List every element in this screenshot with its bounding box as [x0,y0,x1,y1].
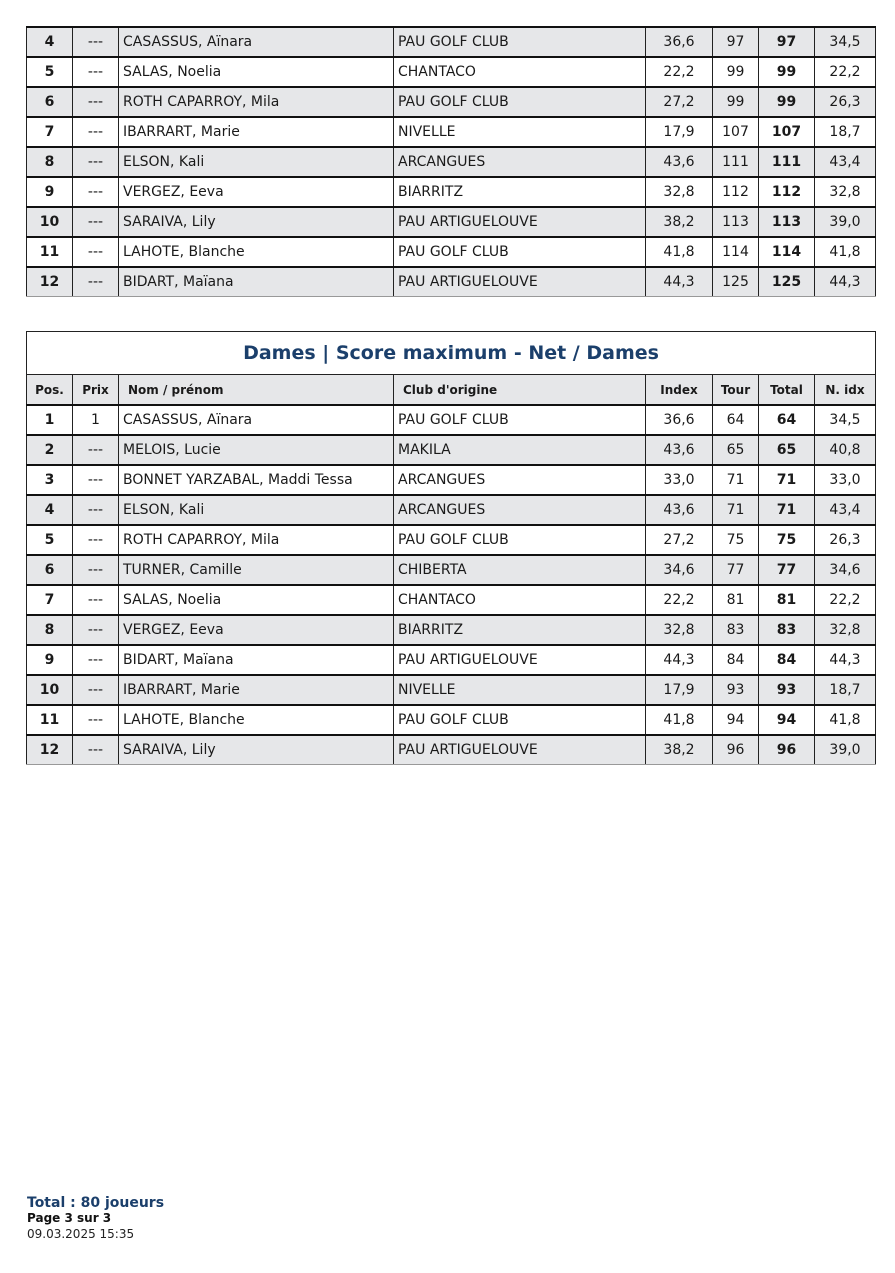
cell-nidx: 32,8 [815,615,876,645]
cell-prix: --- [73,237,119,267]
cell-total: 71 [759,465,815,495]
cell-nidx: 34,5 [815,27,876,57]
cell-pos: 12 [27,267,73,297]
cell-nom: ELSON, Kali [119,147,394,177]
cell-prix: --- [73,267,119,297]
cell-nom: IBARRART, Marie [119,117,394,147]
cell-nom: SALAS, Noelia [119,585,394,615]
cell-club: PAU GOLF CLUB [394,705,646,735]
cell-tour: 112 [713,177,759,207]
table-title: Dames | Score maximum - Net / Dames [27,332,876,375]
cell-tour: 125 [713,267,759,297]
cell-pos: 8 [27,147,73,177]
cell-index: 32,8 [646,177,713,207]
cell-prix: --- [73,735,119,765]
header-nom: Nom / prénom [119,375,394,406]
cell-pos: 5 [27,525,73,555]
cell-prix: --- [73,705,119,735]
table-row [27,525,876,555]
table-row [27,735,876,765]
cell-prix: --- [73,465,119,495]
cell-index: 34,6 [646,555,713,585]
cell-nom: SARAIVA, Lily [119,207,394,237]
cell-nidx: 43,4 [815,147,876,177]
cell-tour: 97 [713,27,759,57]
cell-prix: --- [73,87,119,117]
table-row [27,405,876,435]
cell-index: 43,6 [646,435,713,465]
cell-club: ARCANGUES [394,495,646,525]
table-row [27,435,876,465]
cell-index: 41,8 [646,705,713,735]
cell-pos: 5 [27,57,73,87]
cell-nidx: 22,2 [815,585,876,615]
cell-nidx: 22,2 [815,57,876,87]
cell-nidx: 41,8 [815,237,876,267]
cell-nom: CASASSUS, Aïnara [119,405,394,435]
cell-pos: 6 [27,87,73,117]
cell-nom: SARAIVA, Lily [119,735,394,765]
footer-total: Total : 80 joueurs [27,1195,165,1211]
cell-index: 32,8 [646,615,713,645]
cell-nom: BIDART, Maïana [119,267,394,297]
cell-index: 38,2 [646,207,713,237]
cell-pos: 6 [27,555,73,585]
table-row [27,465,876,495]
cell-club: ARCANGUES [394,465,646,495]
table-row [27,207,876,237]
cell-club: PAU GOLF CLUB [394,525,646,555]
cell-total: 93 [759,675,815,705]
cell-pos: 4 [27,495,73,525]
table-row [27,57,876,87]
cell-nom: ROTH CAPARROY, Mila [119,525,394,555]
cell-tour: 81 [713,585,759,615]
cell-club: PAU ARTIGUELOUVE [394,267,646,297]
cell-total: 81 [759,585,815,615]
cell-nidx: 39,0 [815,207,876,237]
cell-index: 17,9 [646,117,713,147]
cell-pos: 9 [27,645,73,675]
cell-nom: VERGEZ, Eeva [119,615,394,645]
table-row [27,27,876,57]
table-row [27,87,876,117]
cell-pos: 1 [27,405,73,435]
cell-total: 99 [759,87,815,117]
cell-prix: --- [73,27,119,57]
table-row [27,675,876,705]
cell-tour: 114 [713,237,759,267]
cell-nidx: 39,0 [815,735,876,765]
cell-tour: 75 [713,525,759,555]
cell-tour: 96 [713,735,759,765]
cell-prix: --- [73,555,119,585]
cell-index: 33,0 [646,465,713,495]
header-nidx: N. idx [815,375,876,406]
cell-nom: LAHOTE, Blanche [119,705,394,735]
cell-pos: 12 [27,735,73,765]
cell-total: 113 [759,207,815,237]
cell-index: 44,3 [646,267,713,297]
results-table-net [26,331,876,765]
cell-total: 112 [759,177,815,207]
cell-club: PAU ARTIGUELOUVE [394,207,646,237]
cell-nidx: 32,8 [815,177,876,207]
cell-total: 99 [759,57,815,87]
cell-index: 43,6 [646,495,713,525]
cell-prix: --- [73,435,119,465]
cell-tour: 113 [713,207,759,237]
cell-total: 84 [759,645,815,675]
cell-total: 96 [759,735,815,765]
header-pos: Pos. [27,375,73,406]
cell-prix: --- [73,615,119,645]
cell-pos: 10 [27,675,73,705]
cell-pos: 2 [27,435,73,465]
cell-nom: TURNER, Camille [119,555,394,585]
cell-index: 41,8 [646,237,713,267]
cell-total: 65 [759,435,815,465]
cell-total: 97 [759,27,815,57]
cell-nidx: 41,8 [815,705,876,735]
cell-tour: 65 [713,435,759,465]
cell-nom: IBARRART, Marie [119,675,394,705]
cell-nom: VERGEZ, Eeva [119,177,394,207]
cell-total: 125 [759,267,815,297]
cell-nidx: 18,7 [815,675,876,705]
cell-index: 36,6 [646,405,713,435]
cell-tour: 93 [713,675,759,705]
cell-nidx: 26,3 [815,87,876,117]
cell-total: 111 [759,147,815,177]
cell-nidx: 26,3 [815,525,876,555]
table-row [27,585,876,615]
cell-index: 22,2 [646,585,713,615]
cell-nom: BIDART, Maïana [119,645,394,675]
table-row [27,177,876,207]
header-tour: Tour [713,375,759,406]
cell-nidx: 44,3 [815,267,876,297]
table-row [27,147,876,177]
cell-index: 27,2 [646,525,713,555]
cell-prix: --- [73,207,119,237]
cell-prix: --- [73,57,119,87]
cell-nom: ROTH CAPARROY, Mila [119,87,394,117]
cell-tour: 107 [713,117,759,147]
cell-pos: 10 [27,207,73,237]
cell-tour: 94 [713,705,759,735]
cell-club: BIARRITZ [394,177,646,207]
cell-index: 27,2 [646,87,713,117]
cell-club: CHANTACO [394,585,646,615]
cell-nom: BONNET YARZABAL, Maddi Tessa [119,465,394,495]
cell-club: PAU GOLF CLUB [394,87,646,117]
cell-prix: --- [73,675,119,705]
cell-tour: 77 [713,555,759,585]
table-row [27,615,876,645]
cell-total: 83 [759,615,815,645]
cell-pos: 11 [27,705,73,735]
cell-tour: 71 [713,495,759,525]
cell-prix: --- [73,525,119,555]
cell-pos: 3 [27,465,73,495]
cell-tour: 64 [713,405,759,435]
cell-total: 107 [759,117,815,147]
header-index: Index [646,375,713,406]
cell-nidx: 40,8 [815,435,876,465]
cell-prix: --- [73,585,119,615]
cell-total: 75 [759,525,815,555]
cell-nom: CASASSUS, Aïnara [119,27,394,57]
footer-date: 09.03.2025 15:35 [27,1227,135,1241]
table-row [27,645,876,675]
cell-pos: 8 [27,615,73,645]
cell-tour: 84 [713,645,759,675]
cell-nidx: 34,5 [815,405,876,435]
cell-nom: LAHOTE, Blanche [119,237,394,267]
cell-club: CHANTACO [394,57,646,87]
cell-tour: 111 [713,147,759,177]
cell-pos: 7 [27,117,73,147]
cell-total: 94 [759,705,815,735]
cell-club: PAU GOLF CLUB [394,27,646,57]
header-total: Total [759,375,815,406]
footer-page: Page 3 sur 3 [27,1211,112,1225]
results-table-continued [26,26,876,297]
header-row [27,375,876,406]
cell-prix: --- [73,117,119,147]
cell-club: PAU ARTIGUELOUVE [394,735,646,765]
cell-nom: SALAS, Noelia [119,57,394,87]
cell-prix: --- [73,177,119,207]
cell-total: 64 [759,405,815,435]
cell-total: 114 [759,237,815,267]
header-club: Club d'origine [394,375,646,406]
cell-pos: 4 [27,27,73,57]
cell-club: BIARRITZ [394,615,646,645]
cell-club: NIVELLE [394,117,646,147]
cell-pos: 7 [27,585,73,615]
cell-club: PAU GOLF CLUB [394,405,646,435]
cell-index: 22,2 [646,57,713,87]
cell-prix: --- [73,495,119,525]
cell-total: 77 [759,555,815,585]
cell-club: ARCANGUES [394,147,646,177]
cell-tour: 71 [713,465,759,495]
cell-club: PAU GOLF CLUB [394,237,646,267]
table-row [27,267,876,297]
cell-index: 43,6 [646,147,713,177]
cell-total: 71 [759,495,815,525]
cell-club: PAU ARTIGUELOUVE [394,645,646,675]
cell-club: CHIBERTA [394,555,646,585]
table-row [27,237,876,267]
cell-club: NIVELLE [394,675,646,705]
cell-nidx: 44,3 [815,645,876,675]
table-row [27,705,876,735]
table-row [27,555,876,585]
cell-pos: 11 [27,237,73,267]
cell-index: 38,2 [646,735,713,765]
cell-nidx: 18,7 [815,117,876,147]
cell-tour: 99 [713,87,759,117]
cell-tour: 99 [713,57,759,87]
cell-nidx: 34,6 [815,555,876,585]
cell-index: 17,9 [646,675,713,705]
cell-nom: ELSON, Kali [119,495,394,525]
header-prix: Prix [73,375,119,406]
cell-club: MAKILA [394,435,646,465]
table-row [27,495,876,525]
table-row [27,117,876,147]
cell-prix: --- [73,645,119,675]
cell-prix: --- [73,147,119,177]
cell-nidx: 43,4 [815,495,876,525]
cell-pos: 9 [27,177,73,207]
cell-tour: 83 [713,615,759,645]
cell-prix: 1 [73,405,119,435]
cell-nom: MELOIS, Lucie [119,435,394,465]
cell-index: 44,3 [646,645,713,675]
cell-index: 36,6 [646,27,713,57]
cell-nidx: 33,0 [815,465,876,495]
